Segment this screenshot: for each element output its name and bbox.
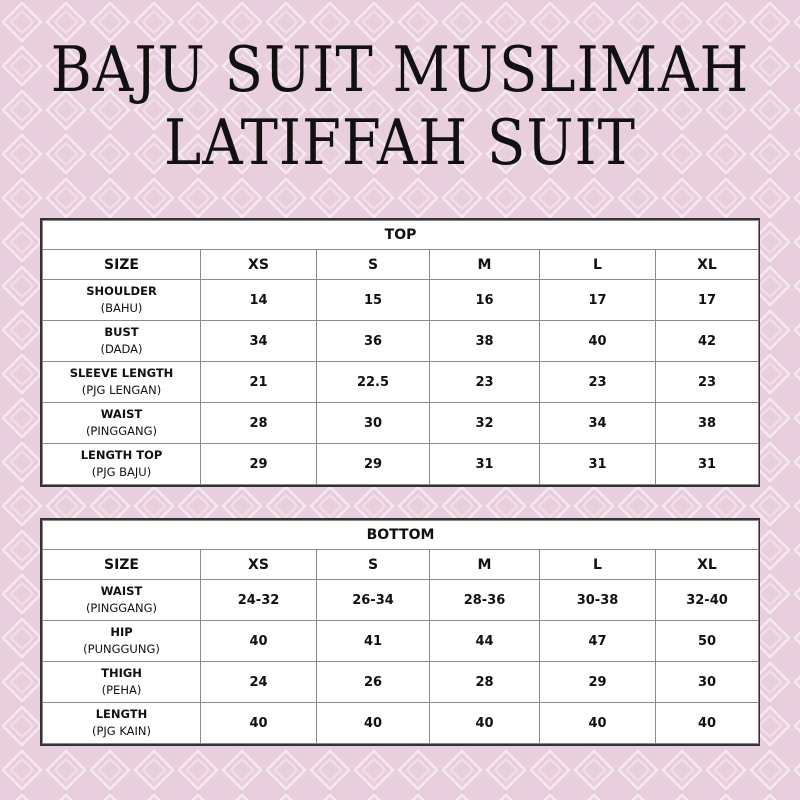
table-cell: 38 xyxy=(430,321,540,362)
table-cell: 29 xyxy=(317,444,430,485)
column-header-xl: XL xyxy=(656,250,759,280)
table-cell: 17 xyxy=(540,280,656,321)
table-cell: 26-34 xyxy=(317,580,430,621)
table-cell: 34 xyxy=(201,321,317,362)
table-cell: 31 xyxy=(540,444,656,485)
table-cell: 36 xyxy=(317,321,430,362)
column-header-xl: XL xyxy=(656,550,759,580)
table-cell: 32 xyxy=(430,403,540,444)
page-title-line-2: LATIFFAH SUIT xyxy=(164,107,636,180)
column-header-s: S xyxy=(317,550,430,580)
table-cell: 34 xyxy=(540,403,656,444)
table-cell: 38 xyxy=(656,403,759,444)
table-cell: 40 xyxy=(540,703,656,744)
column-header-l: L xyxy=(540,250,656,280)
table-cell: 14 xyxy=(201,280,317,321)
table-cell: 24-32 xyxy=(201,580,317,621)
table-cell: 23 xyxy=(656,362,759,403)
row-label: SHOULDER (BAHU) xyxy=(43,280,201,321)
bottom-size-table xyxy=(40,518,760,746)
column-header-l: L xyxy=(540,550,656,580)
table-cell: 23 xyxy=(540,362,656,403)
table-row xyxy=(43,321,759,362)
table-cell: 41 xyxy=(317,621,430,662)
table-cell: 30 xyxy=(656,662,759,703)
table-row xyxy=(43,662,759,703)
table-cell: 28 xyxy=(430,662,540,703)
table-row xyxy=(43,403,759,444)
table-row xyxy=(43,580,759,621)
column-header-size: SIZE xyxy=(43,250,201,280)
row-label: WAIST (PINGGANG) xyxy=(43,580,201,621)
row-label: WAIST (PINGGANG) xyxy=(43,403,201,444)
table-cell: 28 xyxy=(201,403,317,444)
page-title-line-1: BAJU SUIT MUSLIMAH xyxy=(50,34,750,107)
table-cell: 40 xyxy=(317,703,430,744)
row-label: HIP (PUNGGUNG) xyxy=(43,621,201,662)
table-cell: 31 xyxy=(430,444,540,485)
table-cell: 40 xyxy=(656,703,759,744)
row-label: SLEEVE LENGTH (PJG LENGAN) xyxy=(43,362,201,403)
table-cell: 24 xyxy=(201,662,317,703)
row-label: LENGTH (PJG KAIN) xyxy=(43,703,201,744)
table-cell: 16 xyxy=(430,280,540,321)
table-cell: 23 xyxy=(430,362,540,403)
table-row xyxy=(43,703,759,744)
table-cell: 42 xyxy=(656,321,759,362)
row-label: BUST (DADA) xyxy=(43,321,201,362)
table-cell: 17 xyxy=(656,280,759,321)
column-header-xs: XS xyxy=(201,550,317,580)
table-cell: 29 xyxy=(540,662,656,703)
column-header-m: M xyxy=(430,250,540,280)
table-cell: 21 xyxy=(201,362,317,403)
table-cell: 40 xyxy=(201,621,317,662)
table-section-title: BOTTOM xyxy=(43,521,759,550)
row-label: THIGH (PEHA) xyxy=(43,662,201,703)
table-row xyxy=(43,621,759,662)
table-cell: 47 xyxy=(540,621,656,662)
table-cell: 26 xyxy=(317,662,430,703)
table-cell: 50 xyxy=(656,621,759,662)
row-label: LENGTH TOP (PJG BAJU) xyxy=(43,444,201,485)
table-cell: 22.5 xyxy=(317,362,430,403)
table-row xyxy=(43,444,759,485)
table-row xyxy=(43,280,759,321)
top-size-table xyxy=(40,218,760,487)
table-cell: 40 xyxy=(430,703,540,744)
table-cell: 40 xyxy=(201,703,317,744)
column-header-m: M xyxy=(430,550,540,580)
table-cell: 28-36 xyxy=(430,580,540,621)
table-cell: 44 xyxy=(430,621,540,662)
column-header-s: S xyxy=(317,250,430,280)
table-cell: 32-40 xyxy=(656,580,759,621)
table-cell: 29 xyxy=(201,444,317,485)
table-cell: 31 xyxy=(656,444,759,485)
table-cell: 30 xyxy=(317,403,430,444)
column-header-size: SIZE xyxy=(43,550,201,580)
table-cell: 30-38 xyxy=(540,580,656,621)
table-row xyxy=(43,362,759,403)
table-cell: 40 xyxy=(540,321,656,362)
table-section-title: TOP xyxy=(43,221,759,250)
table-cell: 15 xyxy=(317,280,430,321)
column-header-xs: XS xyxy=(201,250,317,280)
